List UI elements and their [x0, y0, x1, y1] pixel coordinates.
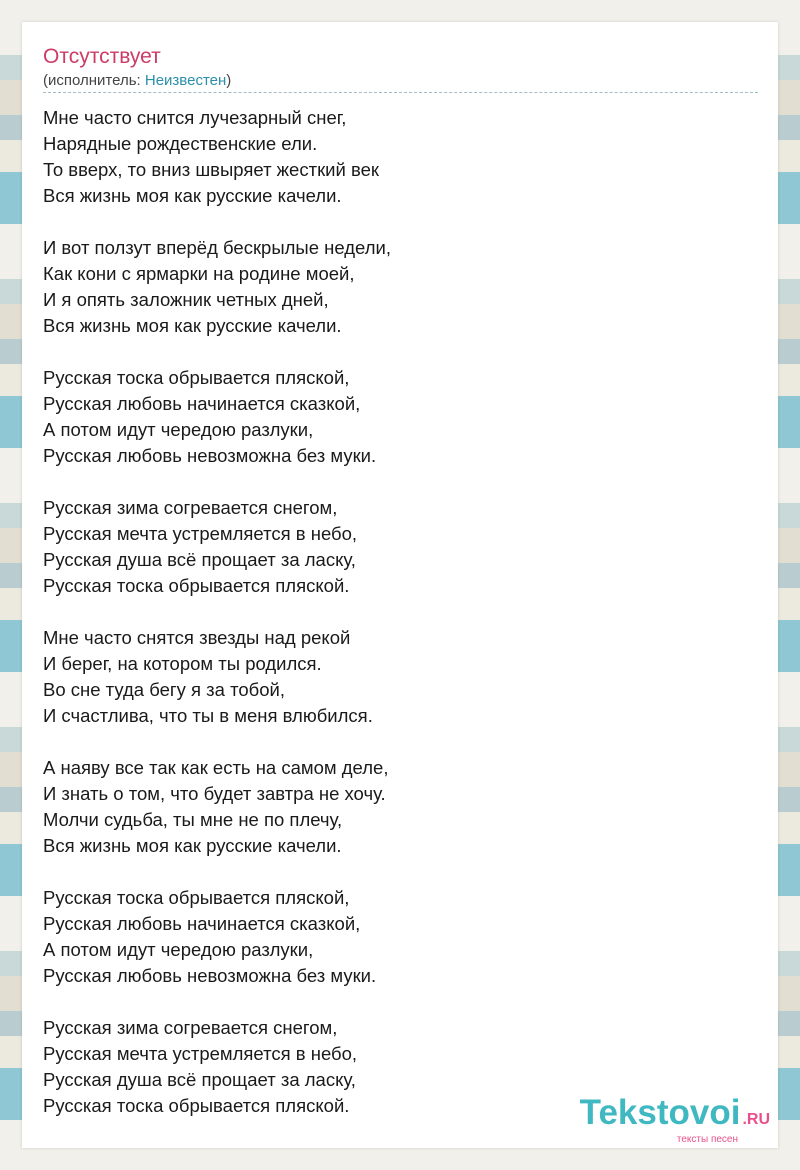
- artist-prefix: (исполнитель:: [43, 72, 145, 89]
- lyric-line: Мне часто снятся звезды над рекой: [43, 627, 351, 648]
- stanza: [43, 885, 743, 989]
- lyric-line: Вся жизнь моя как русские качели.: [43, 185, 342, 206]
- lyric-line: Во сне туда бегу я за тобой,: [43, 679, 285, 700]
- logo-tagline: тексты песен: [676, 1134, 738, 1145]
- lyric-line: И счастлива, что ты в меня влюбился.: [43, 705, 373, 726]
- stanza: [43, 755, 743, 859]
- lyric-line: А потом идут чередою разлуки,: [43, 939, 314, 960]
- lyric-line: Русская любовь начинается сказкой,: [43, 913, 361, 934]
- lyric-line: Нарядные рождественские ели.: [43, 133, 318, 154]
- lyric-line: Русская любовь начинается сказкой,: [43, 393, 361, 414]
- lyric-line: И знать о том, что будет завтра не хочу.: [43, 783, 386, 804]
- lyric-line: Русская мечта устремляется в небо,: [43, 1043, 358, 1064]
- lyric-line: Русская мечта устремляется в небо,: [43, 523, 358, 544]
- lyric-line: Русская любовь невозможна без муки.: [43, 965, 377, 986]
- lyric-line: И вот ползут вперёд бескрылые недели,: [43, 237, 391, 258]
- lyric-line: Русская тоска обрывается пляской.: [43, 1095, 350, 1116]
- lyric-line: Русская зима согревается снегом,: [43, 1017, 338, 1038]
- lyric-line: А наяву все так как есть на самом деле,: [43, 757, 389, 778]
- lyric-line: Русская тоска обрывается пляской.: [43, 575, 350, 596]
- lyric-line: Русская душа всё прощает за ласку,: [43, 549, 356, 570]
- stanza: [43, 625, 743, 729]
- song-title: Отсутствует: [43, 45, 161, 68]
- divider: [43, 92, 758, 93]
- lyric-line: Русская тоска обрывается пляской,: [43, 887, 350, 908]
- lyric-line: Мне часто снится лучезарный снег,: [43, 107, 347, 128]
- logo-tld: .RU: [742, 1111, 770, 1128]
- artist-line: [43, 72, 231, 90]
- lyric-line: А потом идут чередою разлуки,: [43, 419, 314, 440]
- stanza: [43, 235, 743, 339]
- lyric-line: И берег, на котором ты родился.: [43, 653, 322, 674]
- stanza: [43, 495, 743, 599]
- logo-name: Tekstovoi: [579, 1093, 741, 1132]
- logo-wordmark: [579, 1093, 770, 1137]
- lyric-line: Русская тоска обрывается пляской,: [43, 367, 350, 388]
- lyrics-body: [43, 105, 743, 1145]
- site-logo[interactable]: [579, 1093, 770, 1145]
- stanza: [43, 105, 743, 209]
- lyric-line: Русская душа всё прощает за ласку,: [43, 1069, 356, 1090]
- lyric-line: Вся жизнь моя как русские качели.: [43, 835, 342, 856]
- stanza: [43, 365, 743, 469]
- lyric-line: Русская любовь невозможна без муки.: [43, 445, 377, 466]
- lyric-line: Вся жизнь моя как русские качели.: [43, 315, 342, 336]
- lyric-line: Как кони с ярмарки на родине моей,: [43, 263, 355, 284]
- lyric-line: Русская зима согревается снегом,: [43, 497, 338, 518]
- artist-suffix: ): [226, 72, 232, 89]
- lyric-line: И я опять заложник четных дней,: [43, 289, 329, 310]
- artist-link[interactable]: Неизвестен: [144, 72, 227, 89]
- lyric-line: То вверх, то вниз швыряет жесткий век: [43, 159, 379, 180]
- lyric-line: Молчи судьба, ты мне не по плечу,: [43, 809, 343, 830]
- lyrics-card: [22, 22, 778, 1148]
